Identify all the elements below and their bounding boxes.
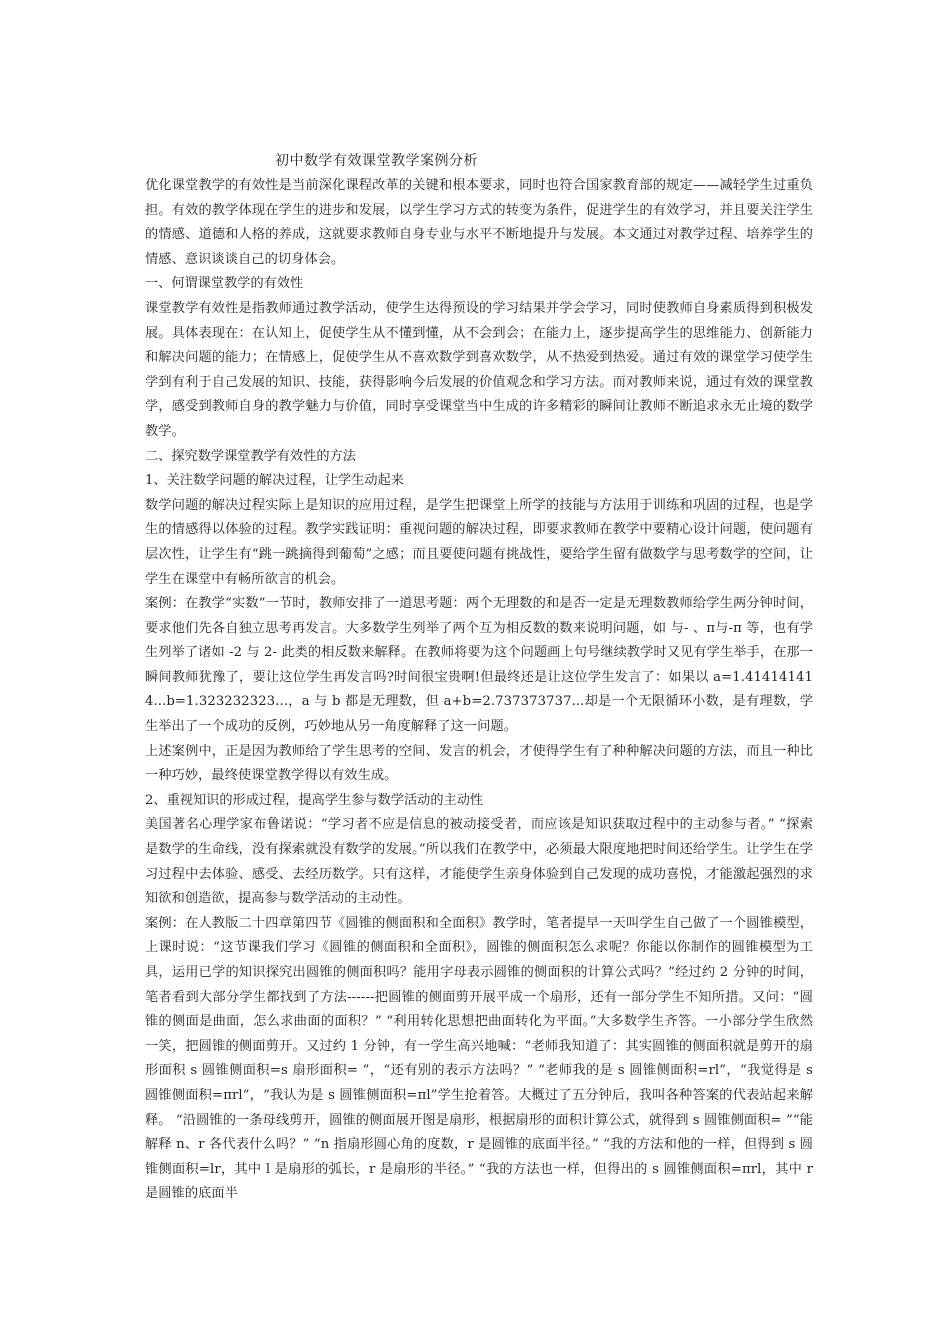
case-summary-paragraph: 上述案例中，正是因为教师给了学生思考的空间、发言的机会，才使得学生有了种种解决问题的方法，而且一种比一种巧妙，最终使课堂教学得以有效生成。 (145, 743, 813, 784)
document-body (145, 174, 813, 1207)
document-title: 初中数学有效课堂教学案例分析 (275, 153, 478, 169)
intro-paragraph: 优化课堂教学的有效性是当前深化课程改革的关键和根本要求，同时也符合国家教育部的规定——减轻学生过重负担。有效的教学体现在学生的进步和发展，以学生学习方式的转变为条件，促进学生的有效学习，并且要关注学生的情感、道德和人格的养成，这就要求教师自身专业与水平不断地提升与发展。本文通过对教学过程、培养学生的情感、意识谈谈自己的切身体会。 (145, 178, 813, 267)
subsection-heading-2: 2、重视知识的形成过程，提高学生参与数学活动的主动性 (145, 792, 484, 808)
section-heading-1: 一、何谓课堂教学的有效性 (145, 276, 304, 292)
bruner-quote-paragraph: 美国著名心理学家布鲁诺说：“学习者不应是信息的被动接受者，而应该是知识获取过程中的主动参与者。” “探索是数学的生命线，没有探索就没有数学的发展。”所以我们在教学中，必须最大限度地把时间还给学生。让学生在学习过程中去体验、感受、去经历数学。只有这样，才能使学生亲身体验到自己发现的成功喜悦，才能激起强烈的求知欲和创造欲，提高参与数学活动的主动性。 (145, 817, 813, 907)
subsection-heading-1: 1、关注数学问题的解决过程，让学生动起来 (145, 473, 404, 489)
case-cone-paragraph: 案例：在人教版二十四章第四节《圆锥的侧面积和全面积》教学时，笔者提早一天叫学生自己做了一个圆锥模型，上课时说：“这节课我们学习《圆锥的侧面积和全面积》，圆锥的侧面积怎么求呢？你能以你制作的圆锥模型为工具，运用已学的知识探究出圆锥的侧面积吗？能用字母表示圆锥的侧面积的计算公式吗？”经过约 2 分钟的时间，笔者看到大部分学生都找到了方法------把圆锥的侧面剪开展平成一个扇形，还有一部分学生不知所措。又问：“圆锥的侧面是曲面，怎么求曲面的面积？” “利用转化思想把曲面转化为平面。”大多数学生齐答。一小部分学生欣然一笑，把圆锥的侧面剪开。又过约 1 分钟，有一学生高兴地喊：“老师我知道了：其实圆锥的侧面积就是剪开的扇形面积 s 圆锥侧面积=s 扇形面积= ”，“还有别的表示方法吗？” “老师我的是 s 圆锥侧面积=rl”，“我觉得是 s 圆锥侧面积=πrl”，“我认为是 s 圆锥侧面积=πl”学生抢着答。大概过了五分钟后，我叫各种答案的代表站起来解释。 “沿圆锥的一条母线剪开，圆锥的侧面展开图是扇形，根据扇形的面积计算公式，就得到 s 圆锥侧面积= ”“能解释 n、r 各代表什么吗？” “n 指扇形圆心角的度数，r 是圆锥的底面半径。” “我的方法和他的一样，但得到 s 圆锥侧面积=lr，其中 l 是扇形的弧长，r 是扇形的半径。” “我的方法也一样，但得出的 s 圆锥侧面积=πrl，其中 r 是圆锥的底面半 (145, 915, 813, 1202)
document-page (145, 150, 813, 1207)
problem-solving-paragraph: 数学问题的解决过程实际上是知识的应用过程，是学生把课堂上所学的技能与方法用于训练和巩固的过程，也是学生的情感得以体验的过程。教学实践证明：重视问题的解决过程，即要求教师在教学中要精心设计问题，使问题有层次性，让学生有“跳一跳摘得到葡萄”之感；而且要使问题有挑战性，要给学生留有做数学与思考数学的空间，让学生在课堂中有畅所欲言的机会。 (145, 497, 813, 587)
section-heading-2: 二、探究数学课堂教学有效性的方法 (145, 448, 356, 464)
definition-paragraph: 课堂教学有效性是指教师通过教学活动，使学生达得预设的学习结果并学会学习，同时使教师自身素质得到积极发展。具体表现在：在认知上，促使学生从不懂到懂，从不会到会；在能力上，逐步提高学生的思维能力、创新能力和解决问题的能力；在情感上，促使学生从不喜欢数学到喜欢数学，从不热爱到热爱。通过有效的课堂学习使学生学到有利于自己发展的知识、技能，获得影响今后发展的价值观念和学习方法。而对教师来说，通过有效的课堂教学，感受到教师自身的教学魅力与价值，同时享受课堂当中生成的许多精彩的瞬间让教师不断追求永无止境的数学教学。 (145, 300, 813, 439)
case-real-numbers-paragraph: 案例：在教学“实数”一节时，教师安排了一道思考题：两个无理数的和是否一定是无理数教师给学生两分钟时间，要求他们先各自独立思考再发言。大多数学生列举了两个互为相反数的数来说明问题，如 与- 、π与-π 等，也有学生列举了诸如 -2 与 2- 此类的相反数来解释。在教师将要为这个问题画上句号继续教学时又见有学生举手，在那一瞬间教师犹豫了，要让这位学生再发言吗?时间很宝贵啊!但最终还是让这位学生发言了：如果以 a=1.414141414...b=1.323232323...，a 与 b 都是无理数，但 a+b=2.737373737...却是一个无限循环小数，是有理数，学生举出了一个成功的反例，巧妙地从另一角度解释了这一问题。 (145, 596, 813, 735)
